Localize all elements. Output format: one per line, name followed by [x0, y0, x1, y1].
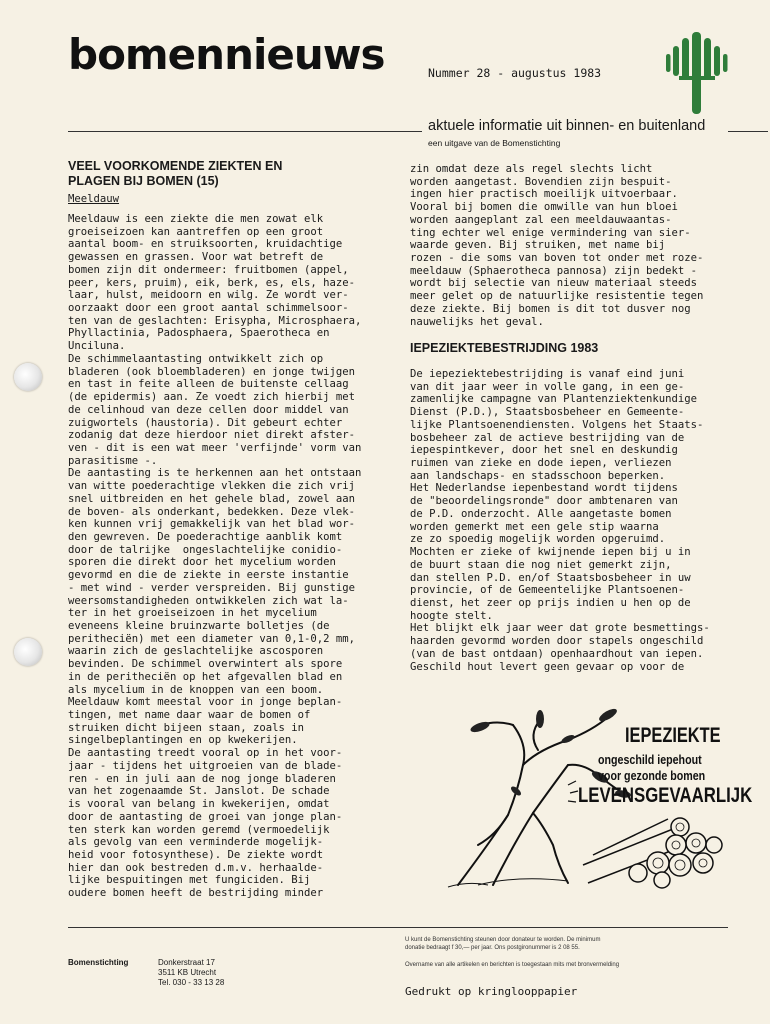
article-subheading-meeldauw: Meeldauw	[68, 193, 120, 205]
article-body-meeldauw: Meeldauw is een ziekte die men zowat elk groeiseizoen kan aantreffen op een groot aantal boom- en struiksoorten, kruidachtige gewassen en grassen. Voor wat betreft de bomen zijn dit ondermeer: fruitbomen (appel, peer, kers, pruim), eik, berk, es, els, haze- laar, hulst, meidoorn en wilg. Ze wordt ver- oorzaakt door een groot aantal schimmelsoor- ten van de geslachten: Erisypha, Microsphaera, Phyllactinia, Padosphaera, Spaerotheca en Unciluna. De schimmelaantasting ontwikkelt zich op bladeren (ook bloembladeren) en jonge twijgen en tast in feite alleen de buitenste cellaag (de epidermis) aan. Ze voedt zich hierbij met de celinhoud van deze cellen door middel van zuigwortels (haustoria). Dit gebeurt echter zodanig dat deze hierdoor niet direkt afster- ven - dit is een wat meer 'verfijnde' vorm van parasitisme -. De aantasting is te herkennen aan het ontstaan van witte poederachtige vlekken die zich vrij snel uitbreiden en het gehele blad, zowel aan de boven- als onderkant, bedekken. Deze vlek- ken kunnen vrij gemakkelijk van het blad wor- den gewreven. De poederachtige aanblik komt door de talrijke ongeslachtelijke conidio- sporen die direkt door het mycelium worden gevormd en die de ziekte in eerste instantie - met wind - verder verspreiden. Bij gunstige weersomstandigheden ontwikkelen zich wat la- ter in het groeiseizoen in het mycelium eveneens kleine bruinzwarte bolletjes (de peritheciën) met een diameter van 0,1-0,2 mm, waarin zich de geslachtelijke ascosporen bevinden. De schimmel overwintert als spore in de peritheciën op het afgevallen blad en als mycelium in de knoppen van een boom. Meeldauw komt meestal voor in jonge beplan- tingen, met name daar waar de bomen of struiken dicht bijeen staan, zoals in singelbeplantingen en op kwekerijen. De aantasting treedt vooral op in het voor- jaar - tijdens het uitgroeien van de blade- ren - en in juli aan de nog jonge bladeren van het zogenaamde St. Janslot. De schade is vooral van belang in kwekerijen, omdat door de aantasting de groei van jonge plan- ten sterk kan worden geremd (vermoedelijk als gevolg van een verminderde mogelijk- heid voor fotosynthese). De ziekte wordt hier dan ook bestreden d.m.v. herhaalde- lijke bespuitingen met fungiciden. Bij oudere bomen heeft de bestrijding minder	[68, 213, 362, 900]
poster-warning: LEVENSGEVAARLIJK	[578, 784, 753, 807]
issue-number: Nummer 28 - augustus 1983	[428, 66, 602, 80]
footer-reprint-note: Overname van alle artikelen en berichten is toegestaan mits met bronvermelding	[405, 962, 620, 968]
punch-hole	[14, 363, 42, 391]
footer-address-phone: Tel. 030 - 33 13 28	[158, 978, 225, 987]
tree-logo-icon	[665, 22, 729, 114]
punch-hole	[14, 638, 42, 666]
poster-line-1: ongeschild iepehout	[598, 752, 702, 767]
iepeziekte-poster	[418, 695, 753, 890]
footer-rule	[68, 927, 728, 928]
article-continuation-meeldauw: zin omdat deze als regel slechts licht worden aangetast. Bovendien zijn bespuit- ingen hier practisch moeilijk uitvoerbaar. Vooral bij bomen die omwille van hun bloei worden aangeplant zal een meeldauwaantas- ting echter wel enige vermindering van sier- waarde geven. Bij struiken, met name bij rozen - die soms van boven tot onder met roze- meeldauw (Sphaerotheca pannosa) zijn bedekt - wordt bij selectie van nieuw materiaal steeds meer gelet op de natuurlijke resistentie tegen deze ziekte. Bij bomen is dit tot dusver nog nauwelijks het geval.	[410, 163, 704, 328]
poster-line-2: voor gezonde bomen	[598, 768, 706, 783]
footer-printed-on: Gedrukt op kringlooppapier	[405, 985, 578, 998]
footer-address-street: Donkerstraat 17	[158, 958, 215, 967]
article-heading-diseases: VEEL VOORKOMENDE ZIEKTEN EN PLAGEN BIJ BOMEN (15)	[68, 159, 283, 188]
masthead-rule-right	[728, 131, 768, 132]
masthead-subtagline: een uitgave van de Bomenstichting	[428, 138, 561, 148]
masthead-title: bomennieuws	[68, 30, 385, 79]
footer-address	[158, 958, 224, 988]
poster-title: IEPEZIEKTE	[625, 724, 721, 747]
footer-address-city: 3511 KB Utrecht	[158, 968, 217, 977]
footer-org-name: Bomenstichting	[68, 958, 129, 967]
footer-membership-note: U kunt de Bomenstichting steunen door donateur te worden. De minimum donatie bedraagt f 30,— per jaar. Ons postgironummer is 2 08 55.	[405, 937, 601, 951]
article-heading-iepeziekte: IEPEZIEKTEBESTRIJDING 1983	[410, 341, 599, 355]
masthead-rule-left	[68, 131, 422, 132]
article-body-iepeziekte: De iepeziektebestrijding is vanaf eind juni van dit jaar weer in volle gang, in een ge- zamenlijke campagne van Plantenziektenkundige Dienst (P.D.), Staatsbosbeheer en Gemeente- lijke Plantsoenendiensten. Volgens het Staats- bosbeheer zal de actieve bestrijding van de iepespintkever, door het snel en deskundig ruimen van zieke en dode iepen, verliezen aan landschaps- en stadsschoon beperken. Het Nederlandse iepenbestand wordt tijdens de "beoordelingsronde" door ambtenaren van de P.D. onderzocht. Alle aangetaste bomen worden gemerkt met een gele stip waarna ze zo spoedig mogelijk worden opgeruimd. Mochten er zieke of kwijnende iepen bij u in de buurt staan die nog niet gemerkt zijn, dan stellen P.D. en/of Staatsbosbeheer in uw provincie, of de Gemeentelijke Plantsoenen- dienst, het zeer op prijs indien u hen op de hoogte stelt. Het blijkt elk jaar weer dat grote besmettings- haarden gevormd worden door stapels ongeschild (van de bast ontdaan) openhaardhout van iepen. Geschild hout levert geen gevaar op voor de	[410, 368, 710, 673]
masthead-tagline: aktuele informatie uit binnen- en buitenland	[428, 118, 706, 134]
